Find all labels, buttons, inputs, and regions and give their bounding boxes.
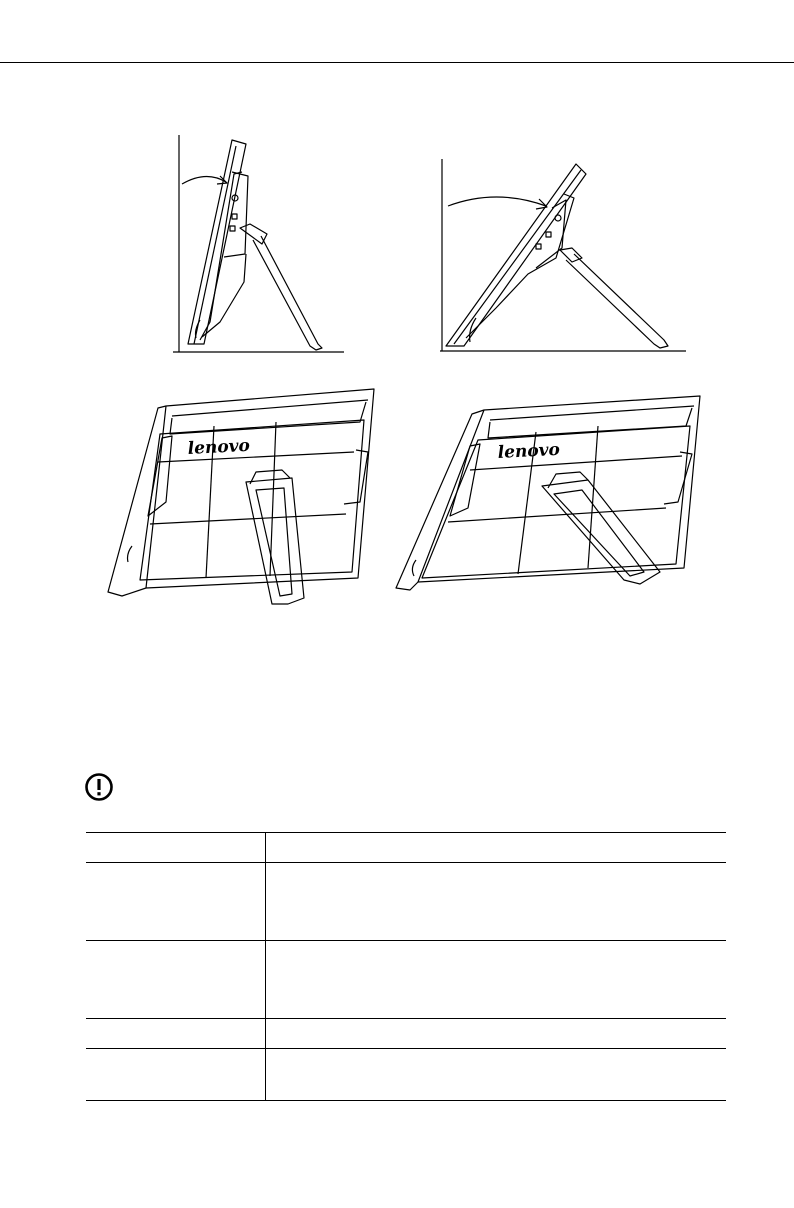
rear-view-stand-open (392, 392, 706, 592)
side-view-reclined (436, 158, 688, 354)
table-cell (265, 941, 726, 1019)
table-row (86, 1019, 726, 1049)
side-view-upright (172, 132, 348, 354)
table-row (86, 863, 726, 941)
info-table (86, 832, 726, 1101)
header-cell (265, 833, 726, 863)
table-row (86, 1049, 726, 1101)
table-row (86, 941, 726, 1019)
table-cell (86, 941, 265, 1019)
table-cell (86, 863, 265, 941)
rear-view-stand-folded (106, 386, 380, 612)
table-cell (86, 1049, 265, 1101)
exclamation-circle-icon (84, 772, 114, 802)
table-cell (265, 1019, 726, 1049)
lenovo-logo: lenovo (187, 435, 251, 459)
table-header-row (86, 833, 726, 863)
table-cell (265, 1049, 726, 1101)
table-cell (86, 1019, 265, 1049)
top-rule (0, 62, 794, 63)
table-cell (265, 863, 726, 941)
lenovo-logo: lenovo (497, 439, 561, 463)
header-cell (86, 833, 265, 863)
